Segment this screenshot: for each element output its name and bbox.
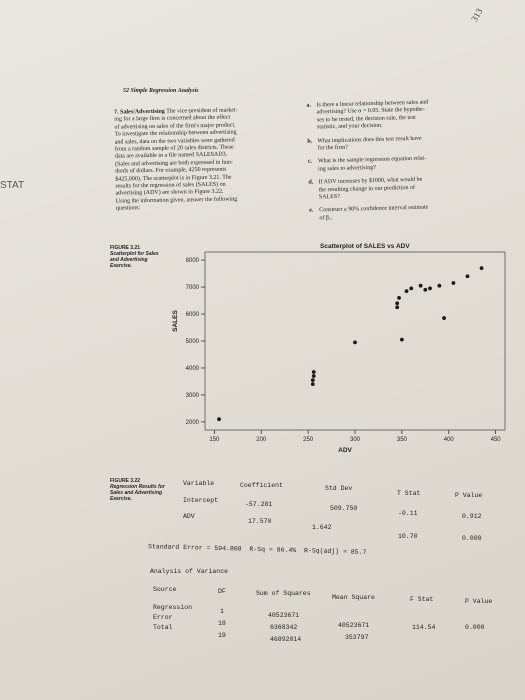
exercise-line: Using the information given, answer the following bbox=[115, 196, 238, 205]
figure-caption-line: Scatterplot for Sales bbox=[110, 251, 159, 257]
data-point bbox=[480, 266, 484, 270]
col-header-p-value: P Value bbox=[455, 492, 483, 499]
anova-row-total-source: Total bbox=[153, 624, 173, 631]
regression-summary: Standard Error = 594.808 R-Sq = 86.4% R-Sq(adj) = 85.7 bbox=[147, 543, 367, 556]
exercise-line: To investigate the relationship between advertising bbox=[114, 129, 237, 138]
col-header-coefficient: Coefficient bbox=[240, 482, 283, 489]
data-point bbox=[312, 374, 316, 378]
exercise-line: from a random sample of 20 sales districts. These bbox=[114, 144, 234, 153]
col-header-variable: Variable bbox=[183, 480, 215, 487]
row-adv-coefficient: 17.570 bbox=[248, 518, 272, 525]
row-intercept-p-value: 0.912 bbox=[462, 513, 482, 520]
x-tick-label: 450 bbox=[490, 437, 501, 443]
data-point bbox=[217, 417, 221, 421]
anova-header-source: Source bbox=[153, 586, 177, 593]
data-point bbox=[466, 274, 470, 278]
x-tick-label: 400 bbox=[443, 437, 454, 443]
y-tick-label: 5000 bbox=[185, 339, 199, 345]
section-header: 52 Simple Regression Analysis bbox=[123, 88, 199, 94]
row-adv-p-value: 0.000 bbox=[462, 535, 482, 542]
data-point bbox=[312, 370, 316, 374]
x-tick-label: 150 bbox=[209, 437, 220, 443]
y-tick-label: 8000 bbox=[185, 258, 199, 265]
row-intercept-variable: Intercept bbox=[183, 497, 219, 504]
data-point bbox=[442, 316, 446, 320]
figure-caption-line: Exercise. bbox=[110, 496, 132, 502]
question-line: of β₁. bbox=[319, 214, 333, 222]
y-tick-label: 6000 bbox=[185, 312, 199, 319]
exercise-line: questions: bbox=[115, 205, 141, 212]
data-point bbox=[423, 288, 427, 292]
figure-322-caption bbox=[110, 478, 170, 502]
data-point bbox=[409, 287, 413, 291]
question-line: the resulting change in our prediction of bbox=[318, 184, 416, 194]
row-intercept-t-stat: -0.11 bbox=[398, 510, 418, 517]
exercise-number: 7. bbox=[114, 109, 119, 116]
figure-label: FIGURE 3.21 bbox=[110, 245, 141, 251]
row-adv-t-stat: 10.70 bbox=[398, 533, 418, 540]
data-point bbox=[353, 340, 357, 344]
question-line: SALES? bbox=[318, 193, 340, 201]
question-label: c. bbox=[307, 159, 313, 166]
question-line: statistic, and your decision. bbox=[316, 122, 383, 131]
figure-caption-line: Sales and Advertising bbox=[110, 490, 163, 496]
exercise-title: Sales/Advertising bbox=[120, 108, 165, 116]
exercise-line: ing for a large firm is concerned about the effect bbox=[114, 114, 231, 123]
question-label: a. bbox=[306, 102, 312, 109]
row-intercept-coefficient: -57.281 bbox=[245, 501, 273, 508]
anova-row-total-df: 19 bbox=[218, 632, 226, 639]
anova-header-ss: Sum of Squares bbox=[256, 590, 311, 597]
data-point bbox=[452, 281, 456, 285]
figure-caption-line: Exercise. bbox=[110, 263, 132, 269]
data-point bbox=[311, 378, 315, 382]
data-point bbox=[419, 284, 423, 288]
y-tick-label: 2000 bbox=[185, 419, 199, 426]
row-intercept-std-dev: 509.750 bbox=[330, 505, 358, 512]
anova-header-df: DF bbox=[218, 588, 226, 595]
col-header-t-stat: T Stat bbox=[397, 490, 421, 497]
y-tick-label: 4000 bbox=[185, 365, 199, 372]
plot-layer bbox=[172, 252, 505, 454]
anova-row-error-df: 18 bbox=[218, 620, 226, 627]
exercise-line: of advertising on sales of the firm's major product. bbox=[114, 122, 236, 131]
question-line: What is the sample regression equation relat- bbox=[317, 156, 427, 165]
row-adv-variable: ADV bbox=[183, 513, 195, 520]
data-point bbox=[437, 284, 441, 288]
anova-row-regression-source: Regression bbox=[153, 604, 193, 611]
question-label: d. bbox=[308, 179, 314, 186]
anova-row-regression-p-value: 0.000 bbox=[465, 624, 485, 631]
figure-caption-line: Regression Results for bbox=[110, 484, 165, 490]
anova-row-total-ss: 46892014 bbox=[270, 636, 302, 643]
question-line: If ADV increases by $1000, what would be bbox=[318, 176, 423, 186]
anova-row-regression-ms: 40523671 bbox=[338, 622, 370, 629]
y-axis-label: SALES bbox=[172, 310, 179, 332]
x-axis-label: ADV bbox=[338, 447, 352, 454]
x-tick-label: 300 bbox=[349, 437, 361, 443]
exercise-line: advertising (ADV) are shown in Figure 3.22. bbox=[115, 189, 224, 198]
x-tick-label: 200 bbox=[256, 437, 267, 443]
exercise-line: The vice-president of market- bbox=[166, 107, 238, 115]
anova-header-ms: Mean Square bbox=[332, 594, 375, 601]
figure-label: FIGURE 3.22 bbox=[110, 478, 141, 484]
exercise-line: and sales, data on the two variables were gathered bbox=[114, 137, 235, 146]
anova-title: Analysis of Variance bbox=[150, 568, 229, 575]
anova-row-regression-f-stat: 114.54 bbox=[412, 624, 436, 631]
question-line: for the firm? bbox=[317, 144, 348, 152]
data-point bbox=[405, 289, 409, 293]
question-label: b. bbox=[307, 138, 313, 145]
exercise-line: results for the regression of sales (SALES) on bbox=[115, 181, 226, 190]
exercise-line: $425,000). The scatterplot is in Figure 3.21. The bbox=[115, 174, 232, 183]
y-tick-label: 3000 bbox=[185, 392, 199, 399]
anova-header-f-stat: F Stat bbox=[410, 596, 434, 603]
anova-header-p-value: P Value bbox=[465, 598, 493, 605]
anova-row-regression-ss: 40523671 bbox=[268, 612, 300, 619]
anova-row-error-source: Error bbox=[153, 614, 173, 621]
exercise-line: (Sales and advertising are both expressed in hun- bbox=[115, 159, 233, 168]
data-point bbox=[311, 382, 315, 386]
question-line: What implications does this test result have bbox=[317, 135, 422, 145]
anova-row-regression-df: 1 bbox=[220, 608, 224, 615]
question-line: advertising? Use α = 0.05. State the hypothe- bbox=[316, 107, 426, 116]
question-line: Is there a linear relationship between sales and bbox=[316, 99, 429, 109]
data-point bbox=[395, 305, 399, 309]
question-line: ses to be tested, the decision rule, the test bbox=[316, 114, 416, 124]
data-point bbox=[428, 287, 432, 291]
col-header-std-dev: Std Dev bbox=[325, 485, 353, 492]
figure-caption-line: and Advertising bbox=[110, 257, 148, 263]
side-tab: STAT bbox=[0, 180, 25, 191]
page-number: 313 bbox=[469, 6, 485, 24]
x-tick-label: 250 bbox=[303, 437, 314, 443]
anova-row-error-ss: 6368342 bbox=[270, 624, 298, 631]
exercise-line: data are available in a file named SALESAD3. bbox=[114, 152, 228, 161]
question-line: Construct a 90% confidence interval estimate bbox=[319, 205, 429, 214]
x-tick-label: 350 bbox=[396, 437, 407, 443]
question-line: ing sales to advertising? bbox=[318, 164, 377, 173]
exercise-line: dreds of dollars. For example, 4250 represents bbox=[115, 166, 227, 175]
question-label: e. bbox=[309, 208, 314, 215]
data-point bbox=[395, 301, 399, 305]
row-adv-std-dev: 1.642 bbox=[312, 524, 332, 531]
data-point bbox=[400, 338, 404, 342]
anova-row-error-ms: 353797 bbox=[345, 634, 369, 641]
chart-title: Scatterplot of SALES vs ADV bbox=[320, 243, 410, 250]
data-point bbox=[397, 296, 401, 300]
y-tick-label: 7000 bbox=[185, 285, 199, 292]
